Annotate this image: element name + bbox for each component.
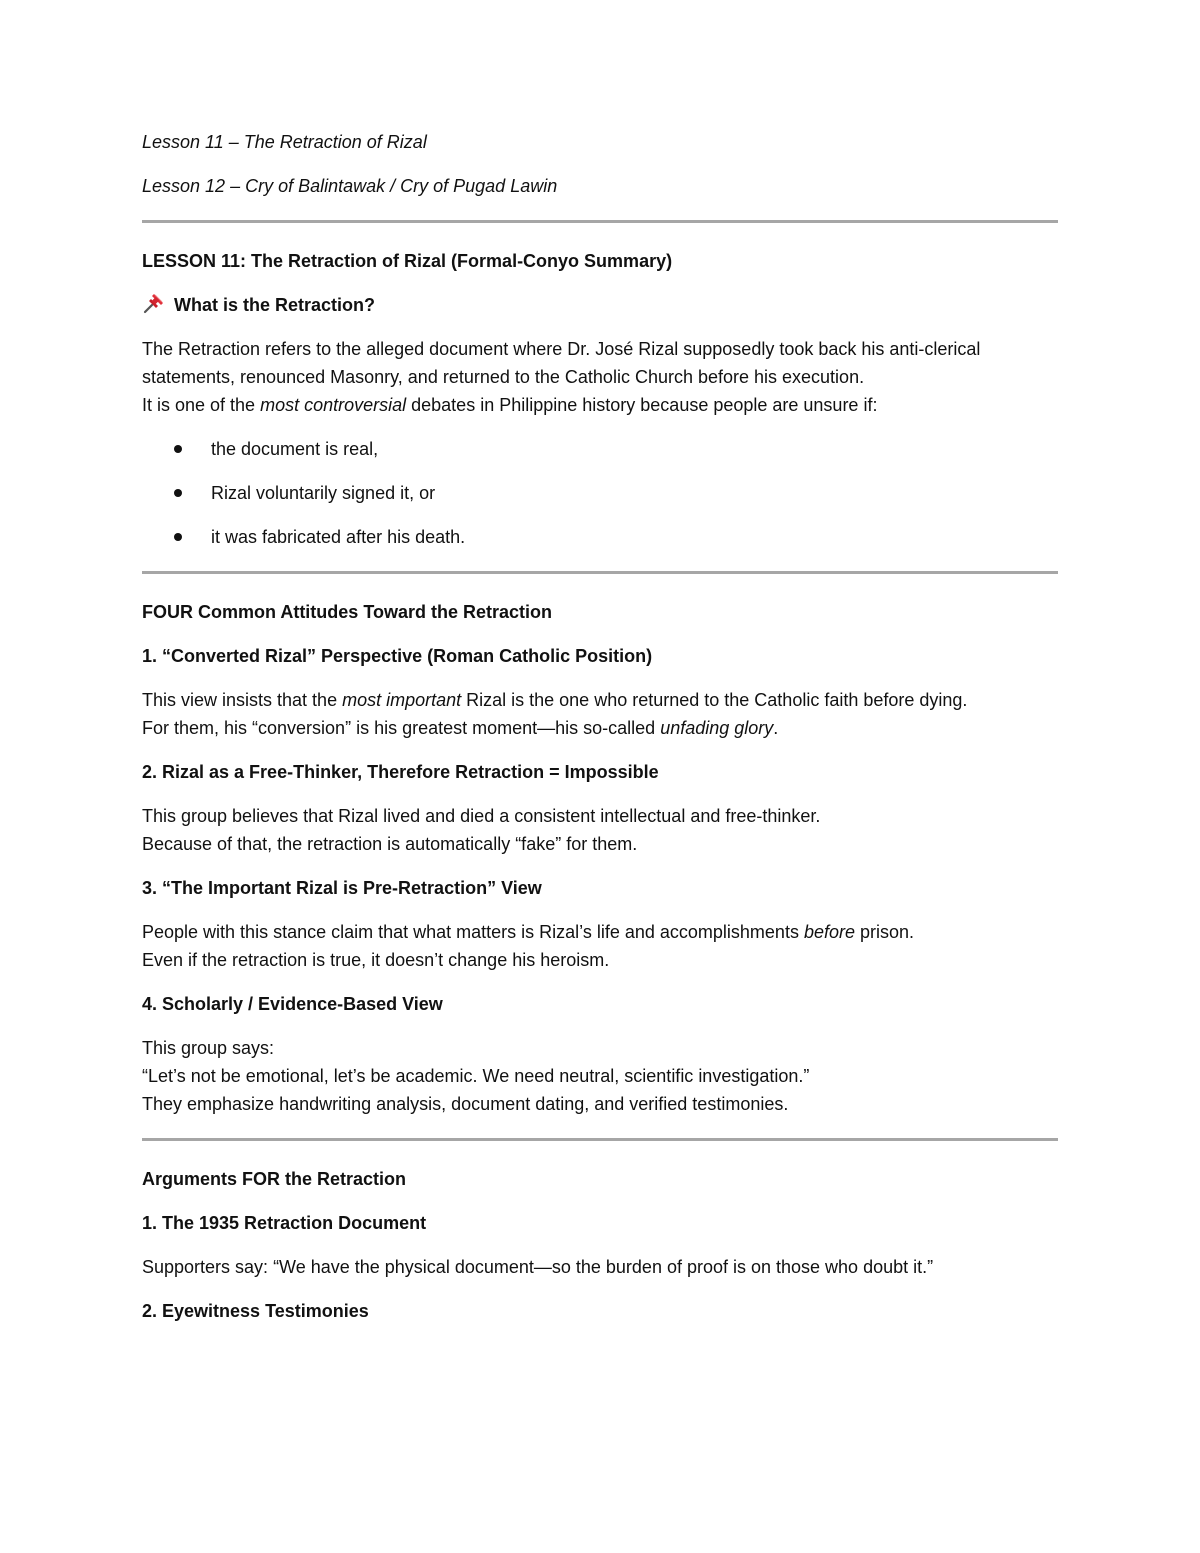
paragraph-line: This group says: (142, 1038, 275, 1058)
list-item (142, 523, 1058, 551)
emphasis-text: most controversial (260, 395, 407, 415)
emphasis-text: unfading glory (660, 718, 774, 738)
horizontal-rule (142, 220, 1058, 223)
attitude-1-paragraph (142, 686, 1058, 742)
intro-line (142, 391, 1058, 419)
lesson-11-title: LESSON 11: The Retraction of Rizal (Formal-Conyo Summary) (142, 251, 673, 271)
paragraph-line: They emphasize handwriting analysis, document dating, and verified testimonies. (142, 1094, 789, 1114)
attitude-4-paragraph (142, 1034, 1058, 1118)
emphasis-text: before (803, 922, 855, 942)
text-run: For them, his “conversion” is his greatest moment—his so-called (142, 718, 661, 738)
paragraph-line (142, 714, 1058, 742)
argument-1-heading: 1. The 1935 Retraction Document (142, 1213, 427, 1233)
attitude-2-heading: 2. Rizal as a Free-Thinker, Therefore Retraction = Impossible (142, 762, 659, 782)
attitude-4-heading: 4. Scholarly / Evidence-Based View (142, 994, 443, 1014)
list-item-text: it was fabricated after his death. (211, 527, 466, 547)
text-run: . (773, 718, 779, 738)
horizontal-rule (142, 571, 1058, 574)
bullet-icon (174, 489, 182, 497)
bullet-icon (174, 533, 182, 541)
uncertainty-bullet-list (142, 435, 1058, 551)
attitude-3-heading: 3. “The Important Rizal is Pre-Retraction” View (142, 878, 542, 898)
argument-1-paragraph (142, 1253, 1058, 1281)
what-is-retraction-heading (142, 291, 1058, 319)
horizontal-rule (142, 1138, 1058, 1141)
pushpin-icon (142, 291, 166, 315)
attitude-3-paragraph (142, 918, 1058, 974)
arguments-for-heading: Arguments FOR the Retraction (142, 1169, 407, 1189)
paragraph-line: Supporters say: “We have the physical document—so the burden of proof is on those who doubt it.” (142, 1257, 934, 1277)
attitudes-heading: FOUR Common Attitudes Toward the Retraction (142, 602, 553, 622)
list-item (142, 479, 1058, 507)
text-run: debates in Philippine history because people are unsure if: (406, 395, 878, 415)
what-is-retraction-label: What is the Retraction? (174, 295, 376, 315)
argument-2-heading: 2. Eyewitness Testimonies (142, 1301, 369, 1321)
paragraph-line: Because of that, the retraction is automatically “fake” for them. (142, 834, 638, 854)
text-run: It is one of the (142, 395, 261, 415)
text-run: People with this stance claim that what matters is Rizal’s life and accomplishments (142, 922, 804, 942)
intro-line: The Retraction refers to the alleged document where Dr. José Rizal supposedly took back his anti-clerical (142, 339, 981, 359)
toc-item-lesson-11: Lesson 11 – The Retraction of Rizal (142, 132, 427, 152)
toc-item-lesson-12: Lesson 12 – Cry of Balintawak / Cry of Pugad Lawin (142, 176, 558, 196)
attitude-2-paragraph (142, 802, 1058, 858)
bullet-icon (174, 445, 182, 453)
paragraph-line: This group believes that Rizal lived and died a consistent intellectual and free-thinker. (142, 806, 821, 826)
paragraph-line: Even if the retraction is true, it doesn’t change his heroism. (142, 950, 610, 970)
emphasis-text: most important (342, 690, 462, 710)
list-item-text: the document is real, (211, 439, 379, 459)
text-run: This view insists that the (142, 690, 343, 710)
paragraph-line: “Let’s not be emotional, let’s be academic. We need neutral, scientific investigation.” (142, 1066, 810, 1086)
paragraph-line (142, 686, 1058, 714)
document-page (142, 128, 1058, 1341)
text-run: prison. (855, 922, 915, 942)
list-item-text: Rizal voluntarily signed it, or (211, 483, 436, 503)
retraction-intro-paragraph (142, 335, 1058, 419)
intro-line: statements, renounced Masonry, and returned to the Catholic Church before his execution. (142, 367, 865, 387)
attitude-1-heading: 1. “Converted Rizal” Perspective (Roman Catholic Position) (142, 646, 653, 666)
list-item (142, 435, 1058, 463)
paragraph-line (142, 918, 1058, 946)
text-run: Rizal is the one who returned to the Catholic faith before dying. (461, 690, 968, 710)
